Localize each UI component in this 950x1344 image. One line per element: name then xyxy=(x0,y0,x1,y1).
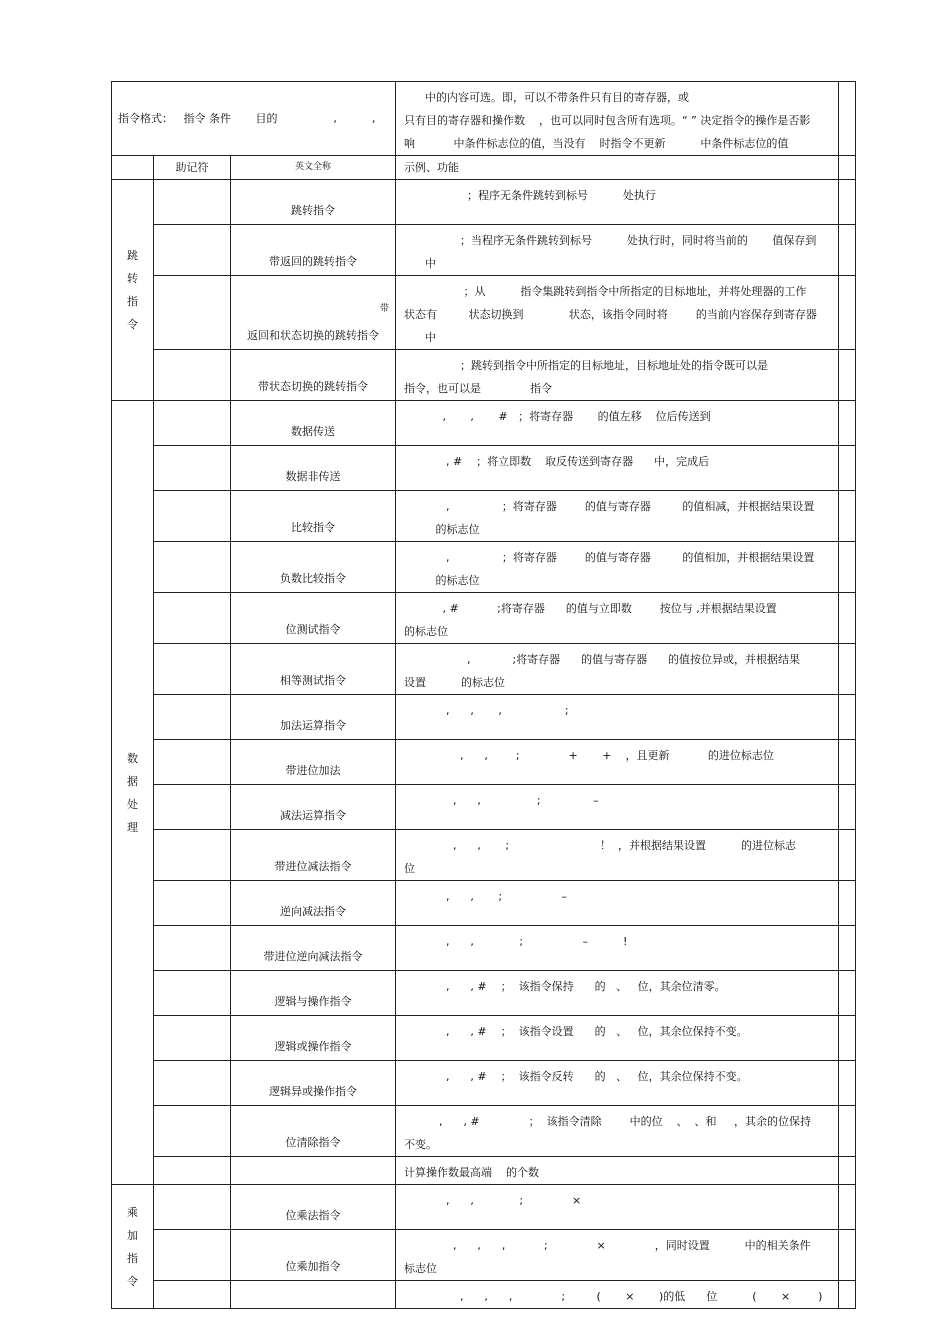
instruction-row xyxy=(112,593,856,644)
example-line: 中 xyxy=(404,257,436,270)
english-name: 位测试指令 xyxy=(285,623,341,636)
english-name-cell xyxy=(231,971,396,1016)
category-char: 据 xyxy=(127,774,138,788)
instruction-table xyxy=(111,81,856,1309)
example-line: 的标志位 xyxy=(404,523,480,536)
edge-cell xyxy=(839,926,856,971)
instruction-row xyxy=(112,542,856,593)
instruction-row xyxy=(112,1016,856,1061)
example-line: , , # ； 该指令清除 中的位 、 、和 ，其余的位保持 xyxy=(404,1115,812,1128)
mnemonic-cell xyxy=(154,1016,231,1061)
edge-cell xyxy=(839,644,856,695)
example-line: 设置 的标志位 xyxy=(404,676,505,689)
example-line: , , # ； 该指令反转 的 、 位，其余位保持不变。 xyxy=(404,1070,748,1083)
format-label: 指令格式： 指令 条件 目的 , , xyxy=(112,82,396,156)
category-char: 理 xyxy=(127,820,138,834)
example-cell xyxy=(396,740,839,785)
english-name: 带返回的跳转指令 xyxy=(269,255,357,268)
instruction-row xyxy=(112,1106,856,1157)
edge-cell xyxy=(839,1016,856,1061)
english-name: 比较指令 xyxy=(291,521,335,534)
instruction-row xyxy=(112,695,856,740)
english-name-cell xyxy=(231,1281,396,1309)
example-line: , , ; ！ ，并根据结果设置 的进位标志 xyxy=(404,839,796,852)
instruction-row xyxy=(112,1185,856,1230)
mnemonic-cell xyxy=(154,180,231,225)
instruction-row xyxy=(112,491,856,542)
header-mnemonic: 助记符 xyxy=(154,156,231,180)
example-cell xyxy=(396,225,839,276)
example-cell xyxy=(396,401,839,446)
english-name: 带状态切换的跳转指令 xyxy=(258,380,368,393)
english-name-cell xyxy=(231,225,396,276)
category-char: 指 xyxy=(127,1251,138,1265)
example-cell xyxy=(396,446,839,491)
english-name-cell xyxy=(231,785,396,830)
example-line: , , # ；将寄存器 的值左移 位后传送到 xyxy=(404,410,711,423)
edge-cell xyxy=(839,401,856,446)
instruction-row xyxy=(112,350,856,401)
edge-cell xyxy=(839,350,856,401)
header-row xyxy=(112,156,856,180)
example-cell xyxy=(396,1016,839,1061)
example-line: 指令，也可以是 指令 xyxy=(404,382,552,395)
mnemonic-cell xyxy=(154,401,231,446)
english-name-cell xyxy=(231,1157,396,1185)
format-row xyxy=(112,82,856,156)
english-name-cell xyxy=(231,695,396,740)
english-name-cell xyxy=(231,180,396,225)
edge-cell xyxy=(839,1106,856,1157)
category-char: 令 xyxy=(127,1274,138,1288)
edge-cell xyxy=(839,276,856,350)
edge-cell xyxy=(839,1061,856,1106)
example-cell xyxy=(396,1106,839,1157)
edge-cell xyxy=(839,1281,856,1309)
category-char: 令 xyxy=(127,318,138,331)
example-line: , , , ; × ，同时设置 中的相关条件 xyxy=(404,1239,811,1252)
example-cell xyxy=(396,971,839,1016)
example-cell xyxy=(396,1185,839,1230)
english-name: 减法运算指令 xyxy=(280,809,346,822)
example-line: , # ;将寄存器 的值与立即数 按位与 ,并根据结果设置 xyxy=(404,602,777,615)
english-name: 带进位逆向减法指令 xyxy=(263,950,363,963)
format-desc-line: 响 中条件标志位的值，当没有 时指令不更新 中条件标志位的值 xyxy=(404,137,789,150)
category-char: 加 xyxy=(127,1228,138,1242)
example-line: , ；将寄存器 的值与寄存器 的值相减，并根据结果设置 xyxy=(404,500,815,513)
english-name-cell xyxy=(231,542,396,593)
category-char: 数 xyxy=(127,751,138,765)
instruction-row xyxy=(112,1061,856,1106)
mnemonic-cell xyxy=(154,740,231,785)
category-label xyxy=(112,1185,154,1309)
example-line: , , ; – xyxy=(404,794,599,807)
mnemonic-cell xyxy=(154,644,231,695)
english-name-cell xyxy=(231,1185,396,1230)
mnemonic-cell xyxy=(154,695,231,740)
example-line: , , , ; xyxy=(404,704,569,717)
example-line: , , ; × xyxy=(404,1194,582,1207)
edge-cell xyxy=(839,740,856,785)
instruction-row xyxy=(112,180,856,225)
edge-cell xyxy=(839,1230,856,1281)
example-line: , # ；将立即数 取反传送到寄存器 中，完成后 xyxy=(404,455,710,468)
instruction-row xyxy=(112,740,856,785)
mnemonic-cell xyxy=(154,1230,231,1281)
example-cell xyxy=(396,881,839,926)
instruction-row xyxy=(112,881,856,926)
example-cell xyxy=(396,644,839,695)
english-name: 数据非传送 xyxy=(285,470,341,483)
example-line: , , ; – ! xyxy=(404,935,628,948)
example-cell xyxy=(396,491,839,542)
mnemonic-cell xyxy=(154,1281,231,1309)
mnemonic-cell xyxy=(154,1157,231,1185)
english-name: 逻辑异或操作指令 xyxy=(269,1085,357,1098)
english-name: 带进位加法 xyxy=(285,764,341,777)
mnemonic-cell xyxy=(154,491,231,542)
format-desc-line: 中的内容可选。即，可以不带条件只有目的寄存器，或 xyxy=(404,91,689,104)
instruction-row xyxy=(112,1230,856,1281)
mnemonic-cell xyxy=(154,926,231,971)
english-name-cell xyxy=(231,740,396,785)
edge-cell xyxy=(839,491,856,542)
category-char: 跳 xyxy=(127,249,138,262)
english-name: 加法运算指令 xyxy=(280,719,346,732)
english-name: 数据传送 xyxy=(291,425,335,438)
english-name-cell xyxy=(231,644,396,695)
instruction-row xyxy=(112,1281,856,1309)
edge-cell xyxy=(839,542,856,593)
mnemonic-cell xyxy=(154,350,231,401)
english-name-cell xyxy=(231,881,396,926)
example-line: , ；将寄存器 的值与寄存器 的值相加，并根据结果设置 xyxy=(404,551,815,564)
mnemonic-cell xyxy=(154,276,231,350)
english-name: 相等测试指令 xyxy=(280,674,346,687)
mnemonic-cell xyxy=(154,1061,231,1106)
category-label xyxy=(112,180,154,401)
english-name: 跳转指令 xyxy=(291,204,335,217)
header-english: 英文全称 xyxy=(231,156,396,180)
english-name-cell xyxy=(231,1230,396,1281)
edge-cell xyxy=(839,593,856,644)
format-desc-line: 只有目的寄存器和操作数 ，也可以同时包含所有选项。“ ” 决定指令的操作是否影 xyxy=(404,114,811,127)
example-cell xyxy=(396,695,839,740)
edge-cell xyxy=(839,225,856,276)
edge-cell xyxy=(839,881,856,926)
instruction-row xyxy=(112,225,856,276)
mnemonic-cell xyxy=(154,1106,231,1157)
mnemonic-cell xyxy=(154,593,231,644)
example-cell xyxy=(396,1157,839,1185)
mnemonic-cell xyxy=(154,446,231,491)
example-cell xyxy=(396,1230,839,1281)
english-name-cell xyxy=(231,491,396,542)
example-line: , , , ; ( × )的低 位 ( × ) xyxy=(404,1290,823,1303)
edge-cell xyxy=(839,830,856,881)
category-char: 转 xyxy=(127,272,138,285)
edge-cell xyxy=(839,971,856,1016)
example-line: 的标志位 xyxy=(404,625,448,638)
example-line: 的标志位 xyxy=(404,574,480,587)
example-line: 中 xyxy=(404,331,436,344)
edge-cell xyxy=(839,1157,856,1185)
mnemonic-cell xyxy=(154,542,231,593)
english-name-cell xyxy=(231,926,396,971)
instruction-row xyxy=(112,785,856,830)
mnemonic-cell xyxy=(154,225,231,276)
example-line: , ;将寄存器 的值与寄存器 的值按位异或，并根据结果 xyxy=(404,653,801,666)
example-cell xyxy=(396,1281,839,1309)
example-cell xyxy=(396,593,839,644)
english-name: 位乘法指令 xyxy=(285,1209,341,1222)
mnemonic-cell xyxy=(154,830,231,881)
example-line: 不变。 xyxy=(404,1138,437,1151)
instruction-row xyxy=(112,830,856,881)
example-cell xyxy=(396,830,839,881)
english-name: 逻辑或操作指令 xyxy=(274,1040,352,1053)
english-name-cell xyxy=(231,446,396,491)
mnemonic-cell xyxy=(154,785,231,830)
header-blank xyxy=(112,156,154,180)
category-label xyxy=(112,401,154,1185)
example-cell xyxy=(396,1061,839,1106)
example-line: , , # ； 该指令设置 的 、 位，其余位保持不变。 xyxy=(404,1025,748,1038)
category-char: 乘 xyxy=(127,1205,138,1219)
english-name-cell xyxy=(231,830,396,881)
mnemonic-cell xyxy=(154,971,231,1016)
english-name: 位乘加指令 xyxy=(285,1260,341,1273)
category-char: 指 xyxy=(127,295,138,308)
mnemonic-cell xyxy=(154,881,231,926)
example-line: ；从 指令集跳转到指令中所指定的目标地址，并将处理器的工作 xyxy=(404,285,807,298)
example-cell xyxy=(396,180,839,225)
instruction-row xyxy=(112,971,856,1016)
instruction-row xyxy=(112,401,856,446)
english-name-cell xyxy=(231,350,396,401)
english-name-cell xyxy=(231,1106,396,1157)
example-line: 状态有 状态切换到 状态，该指令同时将 的当前内容保存到寄存器 xyxy=(404,308,817,321)
instruction-row xyxy=(112,1157,856,1185)
example-cell xyxy=(396,926,839,971)
example-line: 位 xyxy=(404,862,415,875)
edge-cell xyxy=(839,156,856,180)
english-name: 带进位减法指令 xyxy=(274,860,352,873)
example-line: ；程序无条件跳转到标号 处执行 xyxy=(404,189,656,202)
example-line: 计算操作数最高端 的个数 xyxy=(404,1166,539,1179)
edge-cell xyxy=(839,446,856,491)
mnemonic-cell xyxy=(154,1185,231,1230)
english-name: 负数比较指令 xyxy=(280,572,346,585)
example-line: ；跳转到指令中所指定的目标地址，目标地址处的指令既可以是 xyxy=(404,359,768,372)
instruction-row xyxy=(112,926,856,971)
format-description xyxy=(396,82,839,156)
example-line: , , ; – xyxy=(404,890,568,903)
edge-cell xyxy=(839,82,856,156)
example-line: , , # ； 该指令保持 的 、 位，其余位清零。 xyxy=(404,980,726,993)
example-cell xyxy=(396,785,839,830)
english-name-cell xyxy=(231,401,396,446)
english-name: 逆向减法指令 xyxy=(280,905,346,918)
example-line: 标志位 xyxy=(404,1262,437,1275)
header-example: 示例、功能 xyxy=(396,156,839,180)
english-name-cell xyxy=(231,1016,396,1061)
edge-cell xyxy=(839,180,856,225)
edge-cell xyxy=(839,695,856,740)
english-name-cell xyxy=(231,1061,396,1106)
english-name-cell xyxy=(231,593,396,644)
example-line: , , ; + + ，且更新 的进位标志位 xyxy=(404,749,774,762)
example-cell xyxy=(396,350,839,401)
instruction-row xyxy=(112,446,856,491)
edge-cell xyxy=(839,1185,856,1230)
example-cell xyxy=(396,542,839,593)
example-cell xyxy=(396,276,839,350)
english-name-cell xyxy=(231,276,396,350)
category-char: 处 xyxy=(127,797,138,811)
english-name: 返回和状态切换的跳转指令 xyxy=(247,329,379,342)
example-line: ；当程序无条件跳转到标号 处执行时，同时将当前的 值保存到 xyxy=(404,234,817,247)
instruction-row xyxy=(112,644,856,695)
english-name: 逻辑与操作指令 xyxy=(274,995,352,1008)
english-name: 位清除指令 xyxy=(285,1136,341,1149)
instruction-row xyxy=(112,276,856,350)
english-name-prefix: 带 xyxy=(379,304,389,314)
edge-cell xyxy=(839,785,856,830)
